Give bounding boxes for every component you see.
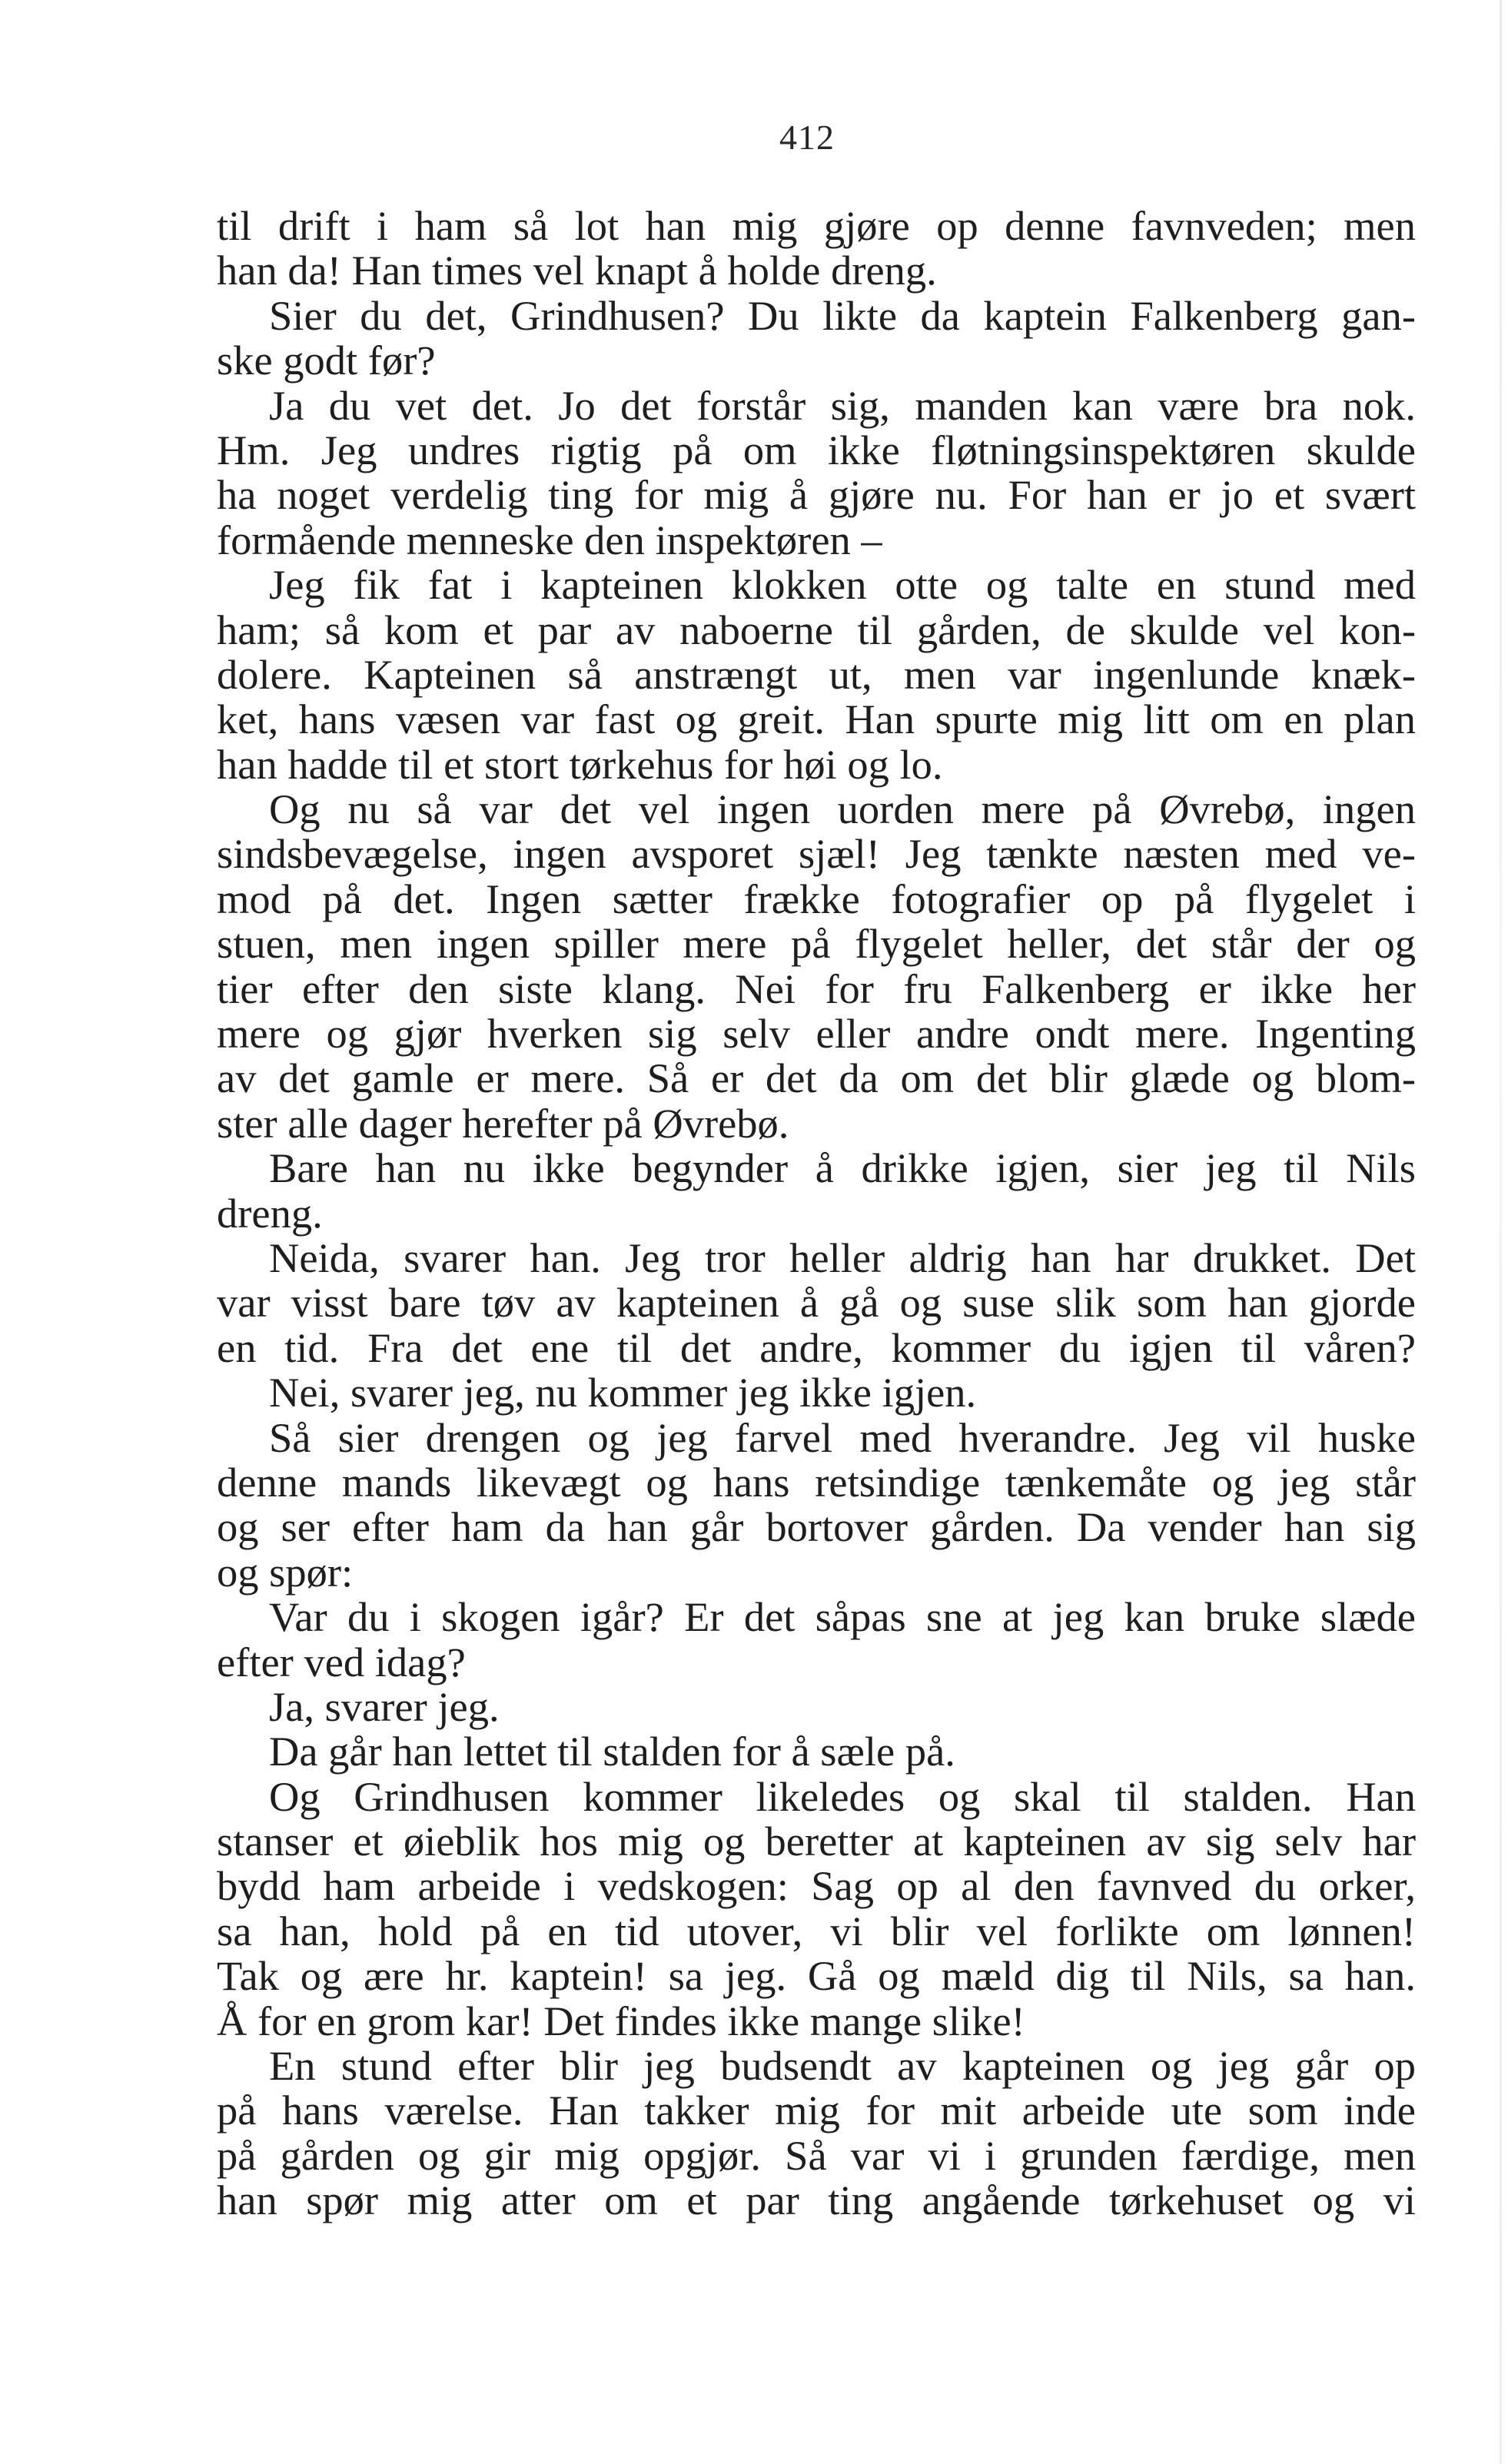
text-line: Så sier drengen og jeg farvel med hverandre. Jeg vil huske (269, 1413, 1416, 1461)
scan-edge (1500, 0, 1502, 2464)
text-line: ham; så kom et par av naboerne til gården, de skulde vel kon- (217, 606, 1416, 653)
text-line: og spør: (217, 1548, 354, 1596)
text-line: sindsbevægelse, ingen avsporet sjæl! Jeg tænkte næsten med ve- (217, 830, 1416, 878)
text-line: Nei, svarer jeg, nu kommer jeg ikke igjen. (269, 1369, 977, 1416)
text-line: på hans værelse. Han takker mig for mit arbeide ute som inde (217, 2087, 1416, 2134)
text-line: denne mands likevægt og hans retsindige tænkemåte og jeg står (217, 1458, 1416, 1506)
text-line: Og Grindhusen kommer likeledes og skal til stalden. Han (269, 1772, 1416, 1820)
text-line: Og nu så var det vel ingen uorden mere på Øvrebø, ingen (269, 785, 1416, 833)
text-line: stuen, men ingen spiller mere på flygelet heller, det står der og (217, 920, 1416, 968)
text-line: dreng. (217, 1189, 323, 1237)
text-line: En stund efter blir jeg budsendt av kapteinen og jeg går op (269, 2042, 1416, 2090)
text-line: var visst bare tøv av kapteinen å gå og suse slik som han gjorde (217, 1279, 1416, 1327)
text-line: Å for en grom kar! Det findes ikke mange slike! (217, 1997, 1025, 2044)
text-line: til drift i ham så lot han mig gjøre op denne favnveden; men (217, 202, 1416, 249)
text-line: tier efter den siste klang. Nei for fru Falkenberg er ikke her (217, 965, 1416, 1012)
text-line: en tid. Fra det ene til det andre, kommer du igjen til våren? (217, 1323, 1416, 1371)
text-line: Tak og ære hr. kaptein! sa jeg. Gå og mæld dig til Nils, sa han. (217, 1952, 1416, 2000)
text-line: ske godt før? (217, 337, 436, 384)
text-line: Ja du vet det. Jo det forstår sig, manden kan være bra nok. (269, 381, 1416, 429)
text-line: mere og gjør hverken sig selv eller andre ondt mere. Ingenting (217, 1010, 1416, 1058)
text-line: han da! Han times vel knapt å holde dreng. (217, 247, 937, 294)
page-number: 412 (779, 118, 835, 157)
text-line: formående menneske den inspektøren – (217, 516, 882, 563)
text-line: Bare han nu ikke begynder å drikke igjen, sier jeg til Nils (269, 1144, 1416, 1192)
text-line: dolere. Kapteinen så anstrængt ut, men var ingenlunde knæk- (217, 650, 1416, 698)
text-line: Sier du det, Grindhusen? Du likte da kaptein Falkenberg gan- (269, 291, 1416, 339)
text-line: av det gamle er mere. Så er det da om det blir glæde og blom- (217, 1054, 1416, 1102)
text-line: Var du i skogen igår? Er det såpas sne at jeg kan bruke slæde (269, 1593, 1416, 1641)
text-line: han hadde til et stort tørkehus for høi og lo. (217, 740, 943, 788)
text-line: Jeg fik fat i kapteinen klokken otte og talte en stund med (269, 561, 1416, 609)
body-text (217, 204, 1416, 2223)
text-line: sa han, hold på en tid utover, vi blir vel forlikte om lønnen! (217, 1907, 1416, 1954)
text-line: stanser et øieblik hos mig og beretter at kapteinen av sig selv har (217, 1818, 1416, 1865)
text-line: Hm. Jeg undres rigtig på om ikke fløtningsinspektøren skulde (217, 426, 1416, 473)
text-line: han spør mig atter om et par ting angående tørkehuset og vi (217, 2177, 1416, 2224)
text-line: mod på det. Ingen sætter frække fotografier op på flygelet i (217, 875, 1416, 922)
text-line: Ja, svarer jeg. (269, 1682, 500, 1730)
text-line: Da går han lettet til stalden for å sæle på. (269, 1728, 955, 1775)
text-line: bydd ham arbeide i vedskogen: Sag op al den favnved du orker, (217, 1862, 1416, 1910)
text-line: ha noget verdelig ting for mig å gjøre nu. For han er jo et svært (217, 471, 1416, 519)
text-line: Neida, svarer han. Jeg tror heller aldrig han har drukket. Det (269, 1234, 1416, 1281)
text-line: på gården og gir mig opgjør. Så var vi i grunden færdige, men (217, 2131, 1416, 2179)
text-line: ket, hans væsen var fast og greit. Han spurte mig litt om en plan (217, 696, 1416, 743)
text-line: efter ved idag? (217, 1638, 466, 1685)
text-line: ster alle dager herefter på Øvrebø. (217, 1099, 789, 1147)
text-line: og ser efter ham da han går bortover gården. Da vender han sig (217, 1503, 1416, 1551)
